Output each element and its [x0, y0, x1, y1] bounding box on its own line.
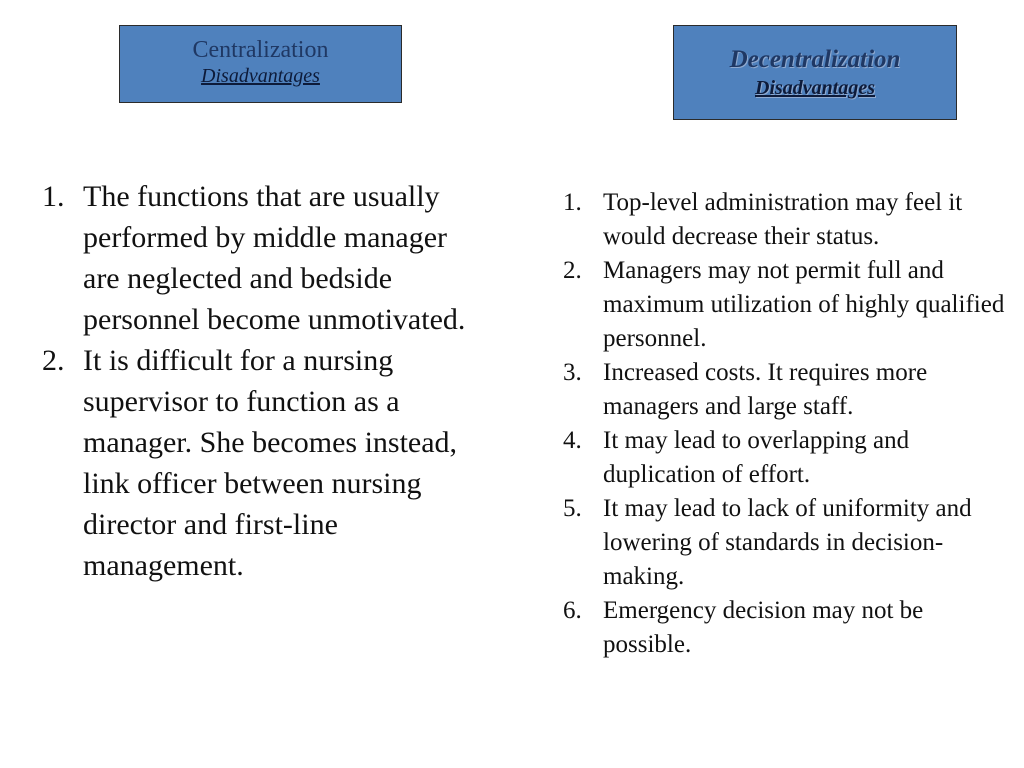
item-number: 3.	[563, 359, 582, 386]
item-number: 2.	[563, 257, 582, 284]
decentralization-disadvantages-list	[563, 186, 1008, 662]
item-text: It may lead to lack of uniformity and lowering of standards in decision-making.	[603, 495, 972, 590]
item-text: Top-level administration may feel it would decrease their status.	[603, 189, 963, 250]
centralization-header	[119, 25, 402, 103]
item-text: Emergency decision may not be possible.	[603, 597, 924, 658]
item-text: It may lead to overlapping and duplication of effort.	[603, 427, 910, 488]
list-item	[563, 356, 1008, 424]
centralization-title: Centralization	[192, 37, 329, 63]
list-item	[42, 340, 472, 586]
decentralization-header	[673, 25, 957, 120]
item-number: 2.	[42, 344, 65, 377]
item-number: 6.	[563, 597, 582, 624]
decentralization-title: Decentralization	[729, 46, 901, 73]
item-number: 5.	[563, 495, 582, 522]
list-item	[563, 424, 1008, 492]
centralization-subtitle: Disadvantages	[201, 65, 320, 87]
item-text: Managers may not permit full and maximum utilization of highly qualified personnel.	[603, 257, 1005, 352]
decentralization-subtitle: Disadvantages	[755, 77, 875, 99]
item-text: Increased costs. It requires more managers and large staff.	[603, 359, 928, 420]
item-text: The functions that are usually performed by middle manager are neglected and bedside personnel become unmotivated.	[83, 180, 466, 336]
list-item	[563, 186, 1008, 254]
item-number: 1.	[42, 180, 65, 213]
item-number: 1.	[563, 189, 582, 216]
list-item	[563, 492, 1008, 594]
list-item	[563, 594, 1008, 662]
list-item	[563, 254, 1008, 356]
list-item	[42, 176, 472, 340]
centralization-disadvantages-list	[42, 176, 472, 586]
item-number: 4.	[563, 427, 582, 454]
item-text: It is difficult for a nursing supervisor to function as a manager. She becomes instead, link officer between nursing director and first-line management.	[83, 344, 458, 582]
